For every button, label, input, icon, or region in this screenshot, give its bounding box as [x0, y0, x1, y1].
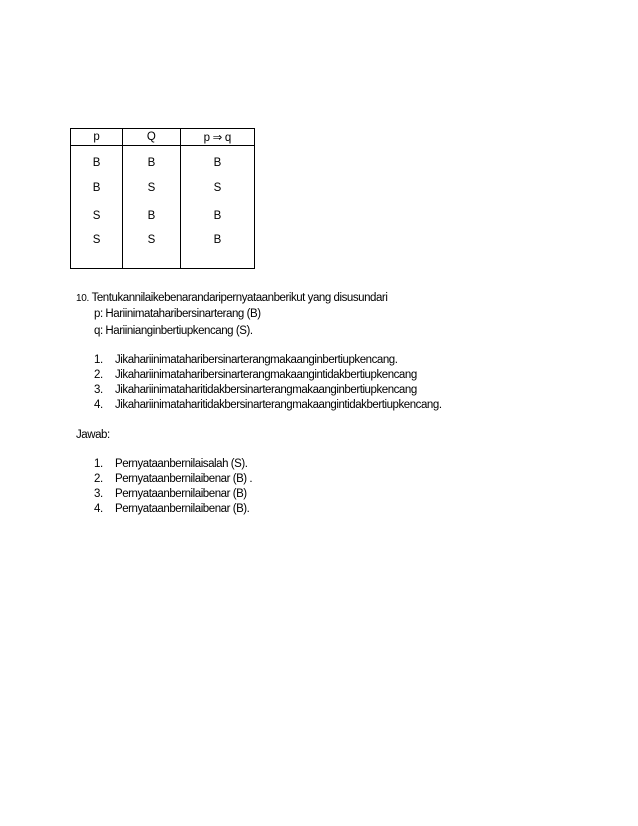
question-10 — [76, 291, 387, 306]
item-number: 2. — [94, 369, 103, 381]
table-cell: B — [122, 146, 180, 175]
item-number: 4. — [94, 503, 103, 515]
table-cell: S — [71, 230, 123, 269]
table-cell: B — [180, 146, 254, 175]
question-text: Tentukannilaikebenarandaripernyataanberikut yang disusundari — [91, 292, 388, 304]
table-row — [71, 230, 255, 269]
statement-q: q: Hariinianginbertiupkencang (S). — [94, 325, 253, 337]
table-cell: B — [180, 230, 254, 269]
item-number: 3. — [94, 488, 103, 500]
item-text: Jikahariinimataharibersinarterangmakaangintidakbertiupkencang — [115, 369, 417, 381]
table-cell: B — [71, 174, 123, 202]
table-row — [71, 202, 255, 230]
table-cell: B — [122, 202, 180, 230]
table-cell: S — [180, 174, 254, 202]
truth-table — [70, 128, 255, 269]
item-text: Pernyataanbernilaibenar (B). — [115, 503, 250, 515]
table-cell: B — [180, 202, 254, 230]
header-p: p — [71, 129, 123, 146]
table-cell: S — [71, 202, 123, 230]
item-text: Jikahariinimataharitidakbersinarterangmakaangintidakbertiupkencang. — [115, 399, 442, 411]
header-implication: p ⇒ q — [180, 129, 254, 146]
table-cell: B — [71, 146, 123, 175]
header-q: Q — [122, 129, 180, 146]
answer-label: Jawab: — [76, 429, 110, 441]
item-text: Jikahariinimataharibersinarterangmakaanginbertiupkencang. — [115, 354, 398, 366]
statement-p: p: Hariinimataharibersinarterang (B) — [94, 308, 261, 320]
item-number: 1. — [94, 354, 103, 366]
item-text: Pernyataanbernilaisalah (S). — [115, 458, 248, 470]
table-cell: S — [122, 174, 180, 202]
item-text: Jikahariinimataharitidakbersinarterangmakaanginbertiupkencang — [115, 384, 417, 396]
item-text: Pernyataanbernilaibenar (B) . — [115, 473, 253, 485]
item-text: Pernyataanbernilaibenar (B) — [115, 488, 247, 500]
table-row — [71, 146, 255, 175]
item-number: 3. — [94, 384, 103, 396]
item-number: 4. — [94, 399, 103, 411]
table-cell: S — [122, 230, 180, 269]
table-row — [71, 174, 255, 202]
item-number: 2. — [94, 473, 103, 485]
question-number: 10. — [76, 293, 90, 304]
truth-table-header-row — [71, 129, 255, 146]
item-number: 1. — [94, 458, 103, 470]
